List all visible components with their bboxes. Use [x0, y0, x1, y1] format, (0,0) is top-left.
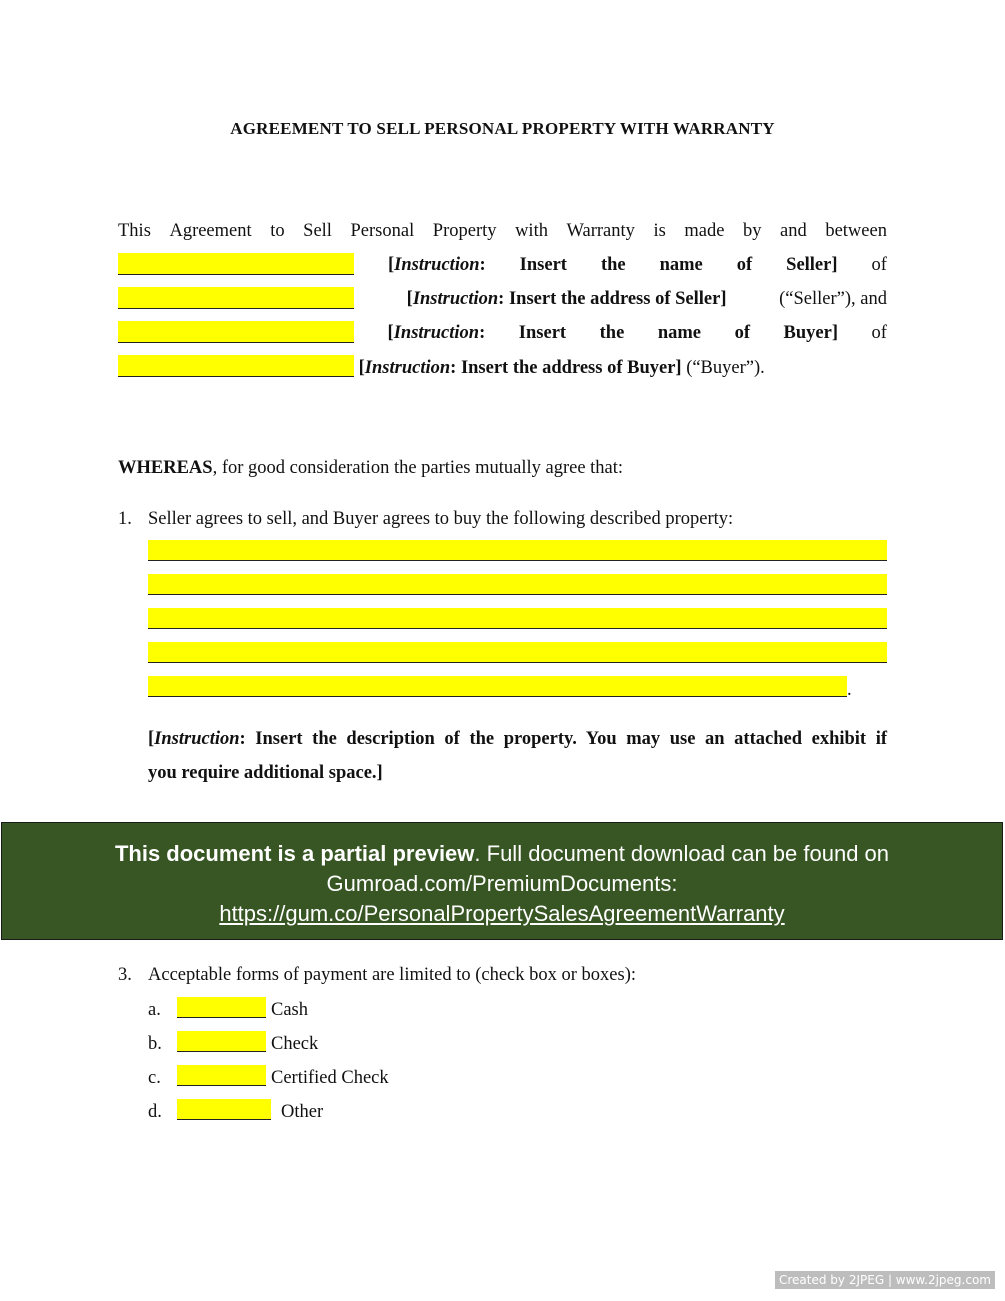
download-link[interactable]: https://gum.co/PersonalPropertySalesAgreementWarranty	[219, 901, 785, 926]
option-label: Cash	[271, 1000, 308, 1020]
banner-bold-text: This document is a partial preview	[114, 841, 475, 866]
cash-checkbox[interactable]	[177, 997, 266, 1018]
word: Sell	[303, 221, 332, 241]
watermark: Created by 2JPEG | www.2jpeg.com	[775, 1271, 995, 1289]
word: the	[600, 255, 626, 275]
instruction-open: [Instruction:	[387, 323, 486, 343]
word: between	[825, 221, 887, 241]
property-description-blank[interactable]	[148, 574, 887, 595]
clause-text: Seller agrees to sell, and Buyer agrees to buy the following described property:	[148, 509, 734, 529]
word: Personal	[350, 221, 415, 241]
intro-line-seller-address	[118, 287, 887, 311]
intro-line-seller-name	[118, 253, 887, 277]
word: Warranty	[566, 221, 635, 241]
option-letter: b.	[148, 1034, 162, 1054]
word: made	[684, 221, 725, 241]
option-label: Check	[271, 1034, 319, 1054]
document-title: AGREEMENT TO SELL PERSONAL PROPERTY WITH WARRANTY	[230, 119, 775, 138]
whereas-text: , for good consideration the parties mutually agree that:	[212, 458, 624, 478]
property-description-blank[interactable]	[148, 608, 887, 629]
option-label: Other	[281, 1102, 324, 1122]
instruction-open: [Instruction:	[387, 255, 486, 275]
word: This	[118, 221, 151, 241]
seller-name-blank[interactable]	[118, 253, 354, 275]
word: Buyer]	[783, 323, 838, 343]
word: Insert	[519, 255, 567, 275]
word: of	[871, 323, 887, 343]
intro-line-buyer-address	[118, 355, 887, 380]
word: of	[734, 323, 750, 343]
option-letter: a.	[148, 1000, 161, 1020]
word: by	[742, 221, 762, 241]
clause-text: Acceptable forms of payment are limited to (check box or boxes):	[148, 965, 637, 985]
property-description-blank[interactable]	[148, 676, 847, 697]
word: Seller]	[786, 255, 838, 275]
check-checkbox[interactable]	[177, 1031, 266, 1052]
buyer-label: (“Buyer”).	[686, 358, 765, 378]
banner-line-2: Gumroad.com/PremiumDocuments:	[326, 871, 678, 896]
payment-option-other	[148, 1099, 323, 1124]
word: of	[871, 255, 887, 275]
certified-check-checkbox[interactable]	[177, 1065, 266, 1086]
other-checkbox[interactable]	[177, 1099, 271, 1120]
word: the	[599, 323, 625, 343]
banner-text: . Full document download can be found on	[474, 841, 890, 866]
buyer-address-blank[interactable]	[118, 355, 354, 377]
word: name	[657, 323, 702, 343]
payment-option-cash	[148, 997, 308, 1022]
whereas-label: WHEREAS	[118, 458, 213, 478]
word: of	[736, 255, 753, 275]
option-label: Certified Check	[271, 1068, 389, 1088]
word: with	[515, 221, 548, 241]
seller-label: (“Seller”), and	[779, 289, 887, 309]
clause-1	[118, 507, 887, 531]
clause-number: 3.	[118, 965, 132, 985]
word: Agreement	[169, 221, 252, 241]
option-letter: c.	[148, 1068, 161, 1088]
intro-line-buyer-name	[118, 321, 887, 345]
property-description-blank[interactable]	[148, 540, 887, 561]
clause-3	[118, 963, 887, 987]
seller-address-instruction: [Instruction: Insert the address of Seller]	[406, 289, 727, 309]
word: is	[653, 221, 666, 241]
buyer-name-blank[interactable]	[118, 321, 354, 343]
whereas-clause	[118, 456, 887, 480]
option-letter: d.	[148, 1102, 162, 1122]
preview-banner	[1, 822, 1003, 940]
clause-number: 1.	[118, 509, 132, 529]
property-instruction: [Instruction: Insert the description of the property. You may use an attached exhibit if	[148, 729, 887, 749]
property-instruction-line-2: you require additional space.]	[148, 763, 383, 783]
banner-line-1	[2, 839, 1002, 869]
intro-line-1	[118, 219, 887, 243]
word: and	[780, 221, 807, 241]
trailing-period: .	[847, 680, 852, 700]
word: to	[270, 221, 285, 241]
word: name	[659, 255, 703, 275]
buyer-address-instruction: [Instruction: Insert the address of Buyer]	[358, 358, 682, 378]
payment-option-certified-check	[148, 1065, 389, 1090]
payment-option-check	[148, 1031, 318, 1056]
seller-address-blank[interactable]	[118, 287, 354, 309]
property-description-blank[interactable]	[148, 642, 887, 663]
word: Insert	[518, 323, 567, 343]
word: Property	[432, 221, 497, 241]
